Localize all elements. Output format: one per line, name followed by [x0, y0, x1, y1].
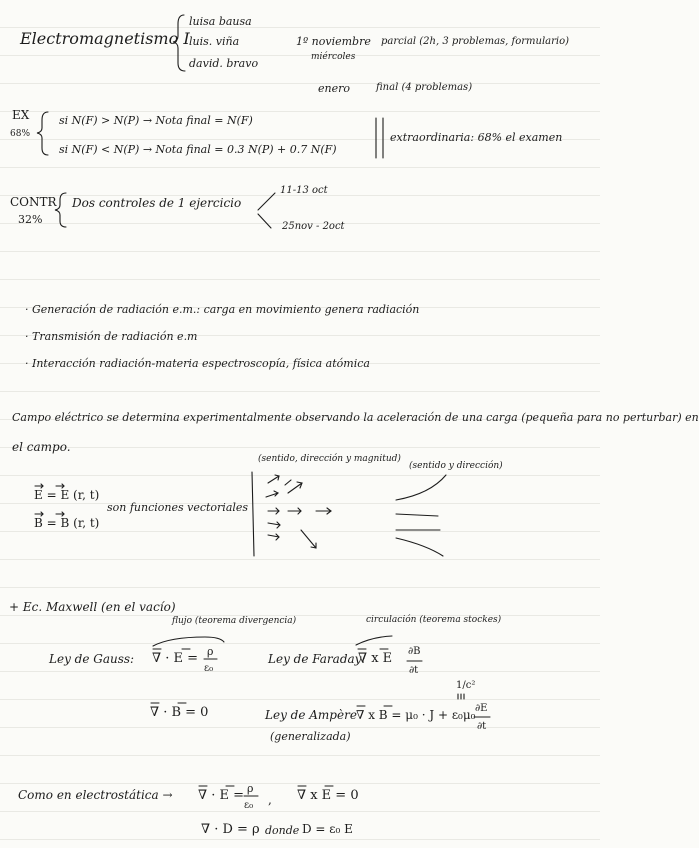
ampere-law-equation: ∇ x B = μ₀ · J + ε₀μ₀ [356, 708, 476, 722]
control-date: 11-13 oct [280, 185, 328, 196]
teacher-name: luisa bausa [189, 15, 252, 28]
control-date: 25nov - 2oct [282, 221, 345, 232]
field-paragraph-line: Campo eléctrico se determina experimentalmente observando la aceleración de una carga (pequeña para no perturbar) en [12, 411, 699, 424]
inverse-c-squared: 1/c² [456, 680, 476, 691]
maxwell-heading: + Ec. Maxwell (en el vacío) [9, 600, 176, 614]
teacher-name: david. bravo [189, 57, 259, 70]
contr-description: Dos controles de 1 ejercicio [72, 196, 242, 210]
electrostatics-numerator: ρ [247, 782, 254, 795]
where-word: donde [265, 824, 300, 837]
ampere-law-label: Ley de Ampère [265, 708, 357, 722]
ampere-numerator: ∂E [475, 703, 488, 714]
electrostatics-label: Como en electrostática → [18, 788, 173, 802]
faraday-law-label: Ley de Faraday: [268, 652, 366, 666]
ampere-note: (generalizada) [270, 730, 351, 743]
schedule-item: final (4 problemas) [376, 82, 473, 93]
displacement-definition: D = ε₀ E [302, 822, 353, 836]
gauss-law-label: Ley de Gauss: [49, 652, 135, 666]
topic-item: · Interacción radiación-materia espectroscopía, física atómica [25, 357, 370, 370]
displacement-equation: ∇ · D = ρ [201, 822, 260, 837]
schedule-date: miércoles [311, 52, 356, 62]
topic-item: · Transmisión de radiación e.m [25, 330, 198, 343]
faraday-law-equation: ∇ x E [358, 651, 393, 666]
electric-field-equation: E = E (r, t) [34, 488, 100, 502]
electrostatics-equation: ∇ · E = [198, 788, 244, 803]
flux-note: flujo (teorema divergencia) [172, 616, 297, 626]
electrostatics-equation: ∇ x E = 0 [297, 788, 359, 803]
faraday-denominator: ∂t [409, 665, 419, 676]
topic-item: · Generación de radiación e.m.: carga en movimiento genera radiación [25, 303, 420, 316]
ex-percentage: 68% [10, 129, 31, 139]
vector-functions-note: son funciones vectoriales [107, 501, 249, 514]
field-diagram-label: (sentido y dirección) [409, 461, 503, 471]
circulation-note: circulación (teorema stockes) [366, 615, 502, 625]
field-diagram-label: (sentido, dirección y magnitud) [258, 454, 401, 464]
gauss-law-equation: ∇ · E = [152, 651, 198, 666]
electrostatics-denominator: ε₀ [244, 800, 254, 811]
contr-percentage: 32% [18, 213, 43, 226]
teacher-name: luis. viña [189, 35, 240, 48]
schedule-date: enero [318, 82, 350, 95]
grading-rule: si N(F) < N(P) → Nota final = 0.3 N(P) + 0.7 N(F) [59, 143, 337, 156]
grading-rule: si N(F) > N(P) → Nota final = N(F) [59, 114, 253, 127]
page-title: Electromagnetismo I [20, 29, 190, 48]
schedule-date: 1º noviembre [296, 35, 371, 48]
ampere-denominator: ∂t [477, 721, 487, 732]
magnetic-divergence-equation: ∇ · B = 0 [150, 705, 209, 720]
extraordinaria-note: extraordinaria: 68% el examen [390, 131, 563, 144]
field-paragraph-line: el campo. [12, 440, 71, 454]
magnetic-field-equation: B = B (r, t) [34, 516, 100, 530]
gauss-denominator: ε₀ [204, 663, 214, 674]
schedule-item: parcial (2h, 3 problemas, formulario) [381, 36, 570, 47]
comma-separator: , [268, 793, 272, 807]
faraday-numerator: ∂B [408, 646, 421, 657]
gauss-numerator: ρ [207, 645, 214, 658]
contr-label: CONTR [10, 195, 57, 209]
ex-label: EX [12, 108, 30, 122]
